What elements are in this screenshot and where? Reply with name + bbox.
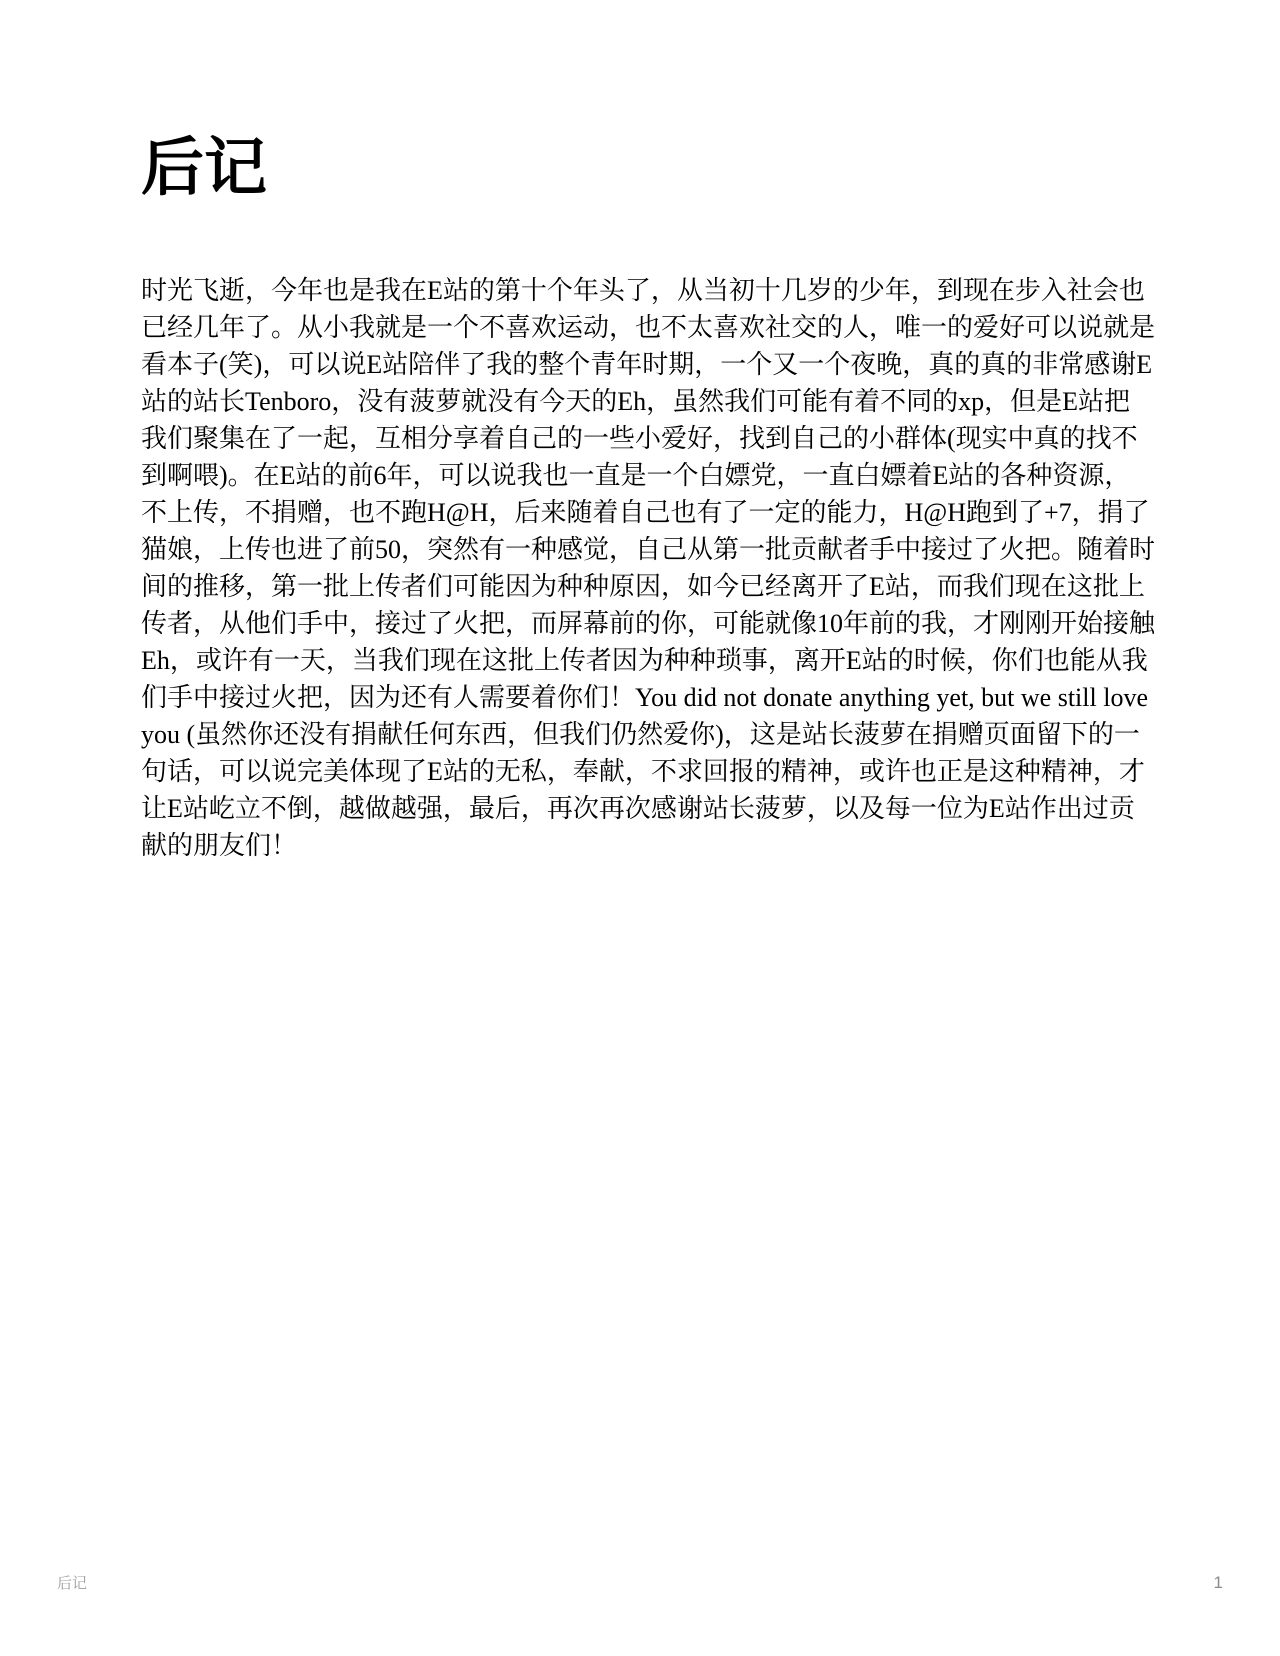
footer-section-label: 后记 — [57, 1575, 88, 1592]
paragraph-line: 们手中接过火把，因为还有人需要着你们！You did not donate anything yet, but we still love — [141, 683, 1148, 712]
paragraph-line: you (虽然你还没有捐献任何东西，但我们仍然爱你)，这是站长菠萝在捐赠页面留下的一 — [141, 720, 1140, 749]
paragraph-line: 猫娘，上传也进了前50，突然有一种感觉，自己从第一批贡献者手中接过了火把。随着时 — [141, 535, 1156, 564]
paragraph-line: 时光飞逝，今年也是我在E站的第十个年头了，从当初十几岁的少年，到现在步入社会也 — [141, 276, 1145, 305]
paragraph-line: 我们聚集在了一起，互相分享着自己的一些小爱好，找到自己的小群体(现实中真的找不 — [141, 424, 1138, 453]
paragraph-line: 到啊喂)。在E站的前6年，可以说我也一直是一个白嫖党，一直白嫖着E站的各种资源， — [141, 461, 1131, 490]
afterword-paragraph — [141, 272, 1156, 864]
paragraph-line: 看本子(笑)，可以说E站陪伴了我的整个青年时期，一个又一个夜晚，真的真的非常感谢E — [141, 350, 1153, 379]
paragraph-line: 间的推移，第一批上传者们可能因为种种原因，如今已经离开了E站，而我们现在这批上 — [141, 572, 1145, 601]
paragraph-line: 献的朋友们！ — [141, 831, 298, 860]
paragraph-line: 不上传，不捐赠，也不跑H@H，后来随着自己也有了一定的能力，H@H跑到了+7，捐了 — [141, 498, 1150, 527]
page-footer — [0, 1570, 1280, 1598]
paragraph-line: Eh，或许有一天，当我们现在这批上传者因为种种琐事，离开E站的时候，你们也能从我 — [141, 646, 1148, 675]
paragraph-line: 已经几年了。从小我就是一个不喜欢运动，也不太喜欢社交的人，唯一的爱好可以说就是 — [141, 313, 1156, 342]
paragraph-line: 让E站屹立不倒，越做越强，最后，再次再次感谢站长菠萝，以及每一位为E站作出过贡 — [141, 794, 1135, 823]
paragraph-line: 传者，从他们手中，接过了火把，而屏幕前的你，可能就像10年前的我，才刚刚开始接触 — [141, 609, 1156, 638]
chapter-heading: 后记 — [141, 133, 267, 203]
paragraph-line: 站的站长Tenboro，没有菠萝就没有今天的Eh，虽然我们可能有着不同的xp，但是E站把 — [141, 387, 1131, 416]
paragraph-line: 句话，可以说完美体现了E站的无私，奉献，不求回报的精神，或许也正是这种精神，才 — [141, 757, 1145, 786]
footer-page-number: 1 — [1213, 1573, 1223, 1592]
